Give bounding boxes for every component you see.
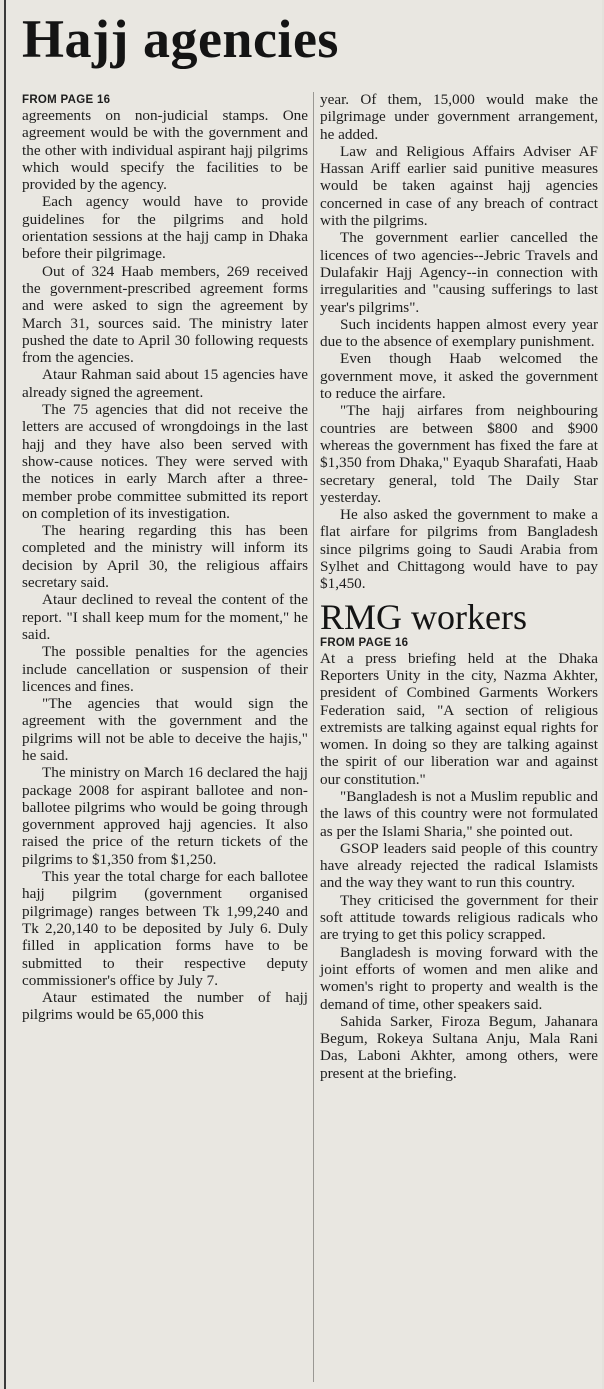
paragraph: The government earlier cancelled the licences of two agencies--Jebric Travels and Dulafakir Hajj Agency--in connection with irregularities and "causing sufferings to last year's pilgrims". — [320, 229, 598, 316]
paragraph: Out of 324 Haab members, 269 received the government-prescribed agreement forms and were asked to sign the agreement by March 31, sources said. The ministry later pushed the date to April 30 following requests from the agencies. — [22, 262, 308, 367]
headline: Hajj agencies — [22, 9, 339, 69]
kicker: FROM PAGE 16 — [320, 636, 409, 649]
paragraph: The possible penalties for the agencies include cancellation or suspension of their licences and fines. — [22, 643, 308, 695]
paragraph: "Bangladesh is not a Muslim republic and the laws of this country were not formulated as per the Islami Sharia," she pointed out. — [320, 787, 598, 840]
paragraph: year. Of them, 15,000 would make the pilgrimage under government arrangement, he added. — [320, 91, 598, 143]
paragraph: He also asked the government to make a flat airfare for pilgrims from Bangladesh since pilgrims going to Saudi Arabia from Sylhet and Chittagong would have to pay $1,450. — [320, 506, 598, 593]
kicker: FROM PAGE 16 — [22, 94, 111, 106]
paragraph: Bangladesh is moving forward with the joint efforts of women and men alike and women's right to property and wealth is the demand of time, other speakers said. — [320, 943, 598, 1013]
paragraph: agreements on non-judicial stamps. One agreement would be with the government and the other with individual aspirant hajj pilgrims which would specify the facilities to be provided by the agency. — [22, 107, 308, 194]
right-column — [320, 91, 598, 1082]
paragraph: This year the total charge for each ballotee hajj pilgrim (government organised pilgrimage) ranges between Tk 1,99,240 and Tk 2,20,140 to be deposited by July 6. Duly filled in application forms have to be submitted to their respective deputy commissioner's office by July 7. — [22, 868, 308, 989]
paragraph: The ministry on March 16 declared the hajj package 2008 for aspirant ballotee and non-ballotee pilgrims who would be going through government approved hajj agencies. It also raised the price of the return tickets of the pilgrims to $1,350 from $1,250. — [22, 764, 308, 868]
newspaper-clipping — [4, 0, 602, 1389]
paragraph: Such incidents happen almost every year due to the absence of exemplary punishment. — [320, 315, 598, 351]
paragraph: "The agencies that would sign the agreement with the government and the pilgrims will not be able to deceive the hajis," he said. — [22, 695, 308, 764]
paragraph: The hearing regarding this has been completed and the ministry will inform its decision by April 30, the religious affairs secretary said. — [22, 522, 308, 592]
paragraph: Law and Religious Affairs Adviser AF Hassan Ariff earlier said punitive measures would be taken against hajj agencies concerned in case of any breach of contract with the pilgrims. — [320, 142, 598, 230]
paragraph: Ataur declined to reveal the content of the report. "I shall keep mum for the moment," he said. — [22, 591, 308, 643]
paragraph: Ataur estimated the number of hajj pilgrims would be 65,000 this — [22, 989, 308, 1024]
paragraph: Sahida Sarker, Firoza Begum, Jahanara Begum, Rokeya Sultana Anju, Mala Rani Das, Laboni Akhter, among others, were present at the briefing. — [320, 1012, 598, 1082]
paragraph: Even though Haab welcomed the government move, it asked the government to reduce the airfare. — [320, 350, 598, 403]
column-divider — [313, 92, 314, 1382]
paragraph: The 75 agencies that did not receive the letters are accused of wrongdoings in the last hajj and they have also been served with show-cause notices. They were served with the notices in early March after a three-member probe committee submitted its report on completion of its investigation. — [22, 401, 308, 522]
paragraph: "The hajj airfares from neighbouring countries are between $800 and $900 whereas the government has fixed the fare at $1,350 from Dhaka," Eyaqub Sharafati, Haab secretary general, told The Daily Star yesterday. — [320, 402, 598, 506]
left-column — [22, 94, 308, 1024]
paragraph: At a press briefing held at the Dhaka Reporters Unity in the city, Nazma Akhter, president of Combined Garments Workers Federation said, "A section of religious extremists are talking against equal rights for women. In doing so they are talking against the spirit of our liberation war and against our constitution." — [320, 649, 598, 788]
paragraph: They criticised the government for their soft attitude towards religious radicals who are trying to get this policy scrapped. — [320, 891, 598, 944]
paragraph: GSOP leaders said people of this country have already rejected the radical Islamists and the way they want to run this country. — [320, 839, 598, 892]
paragraph: Ataur Rahman said about 15 agencies have already signed the agreement. — [22, 366, 308, 401]
subheadline: RMG workers — [320, 596, 527, 637]
paragraph: Each agency would have to provide guidelines for the pilgrims and hold orientation sessions at the hajj camp in Dhaka before their pilgrimage. — [22, 193, 308, 263]
